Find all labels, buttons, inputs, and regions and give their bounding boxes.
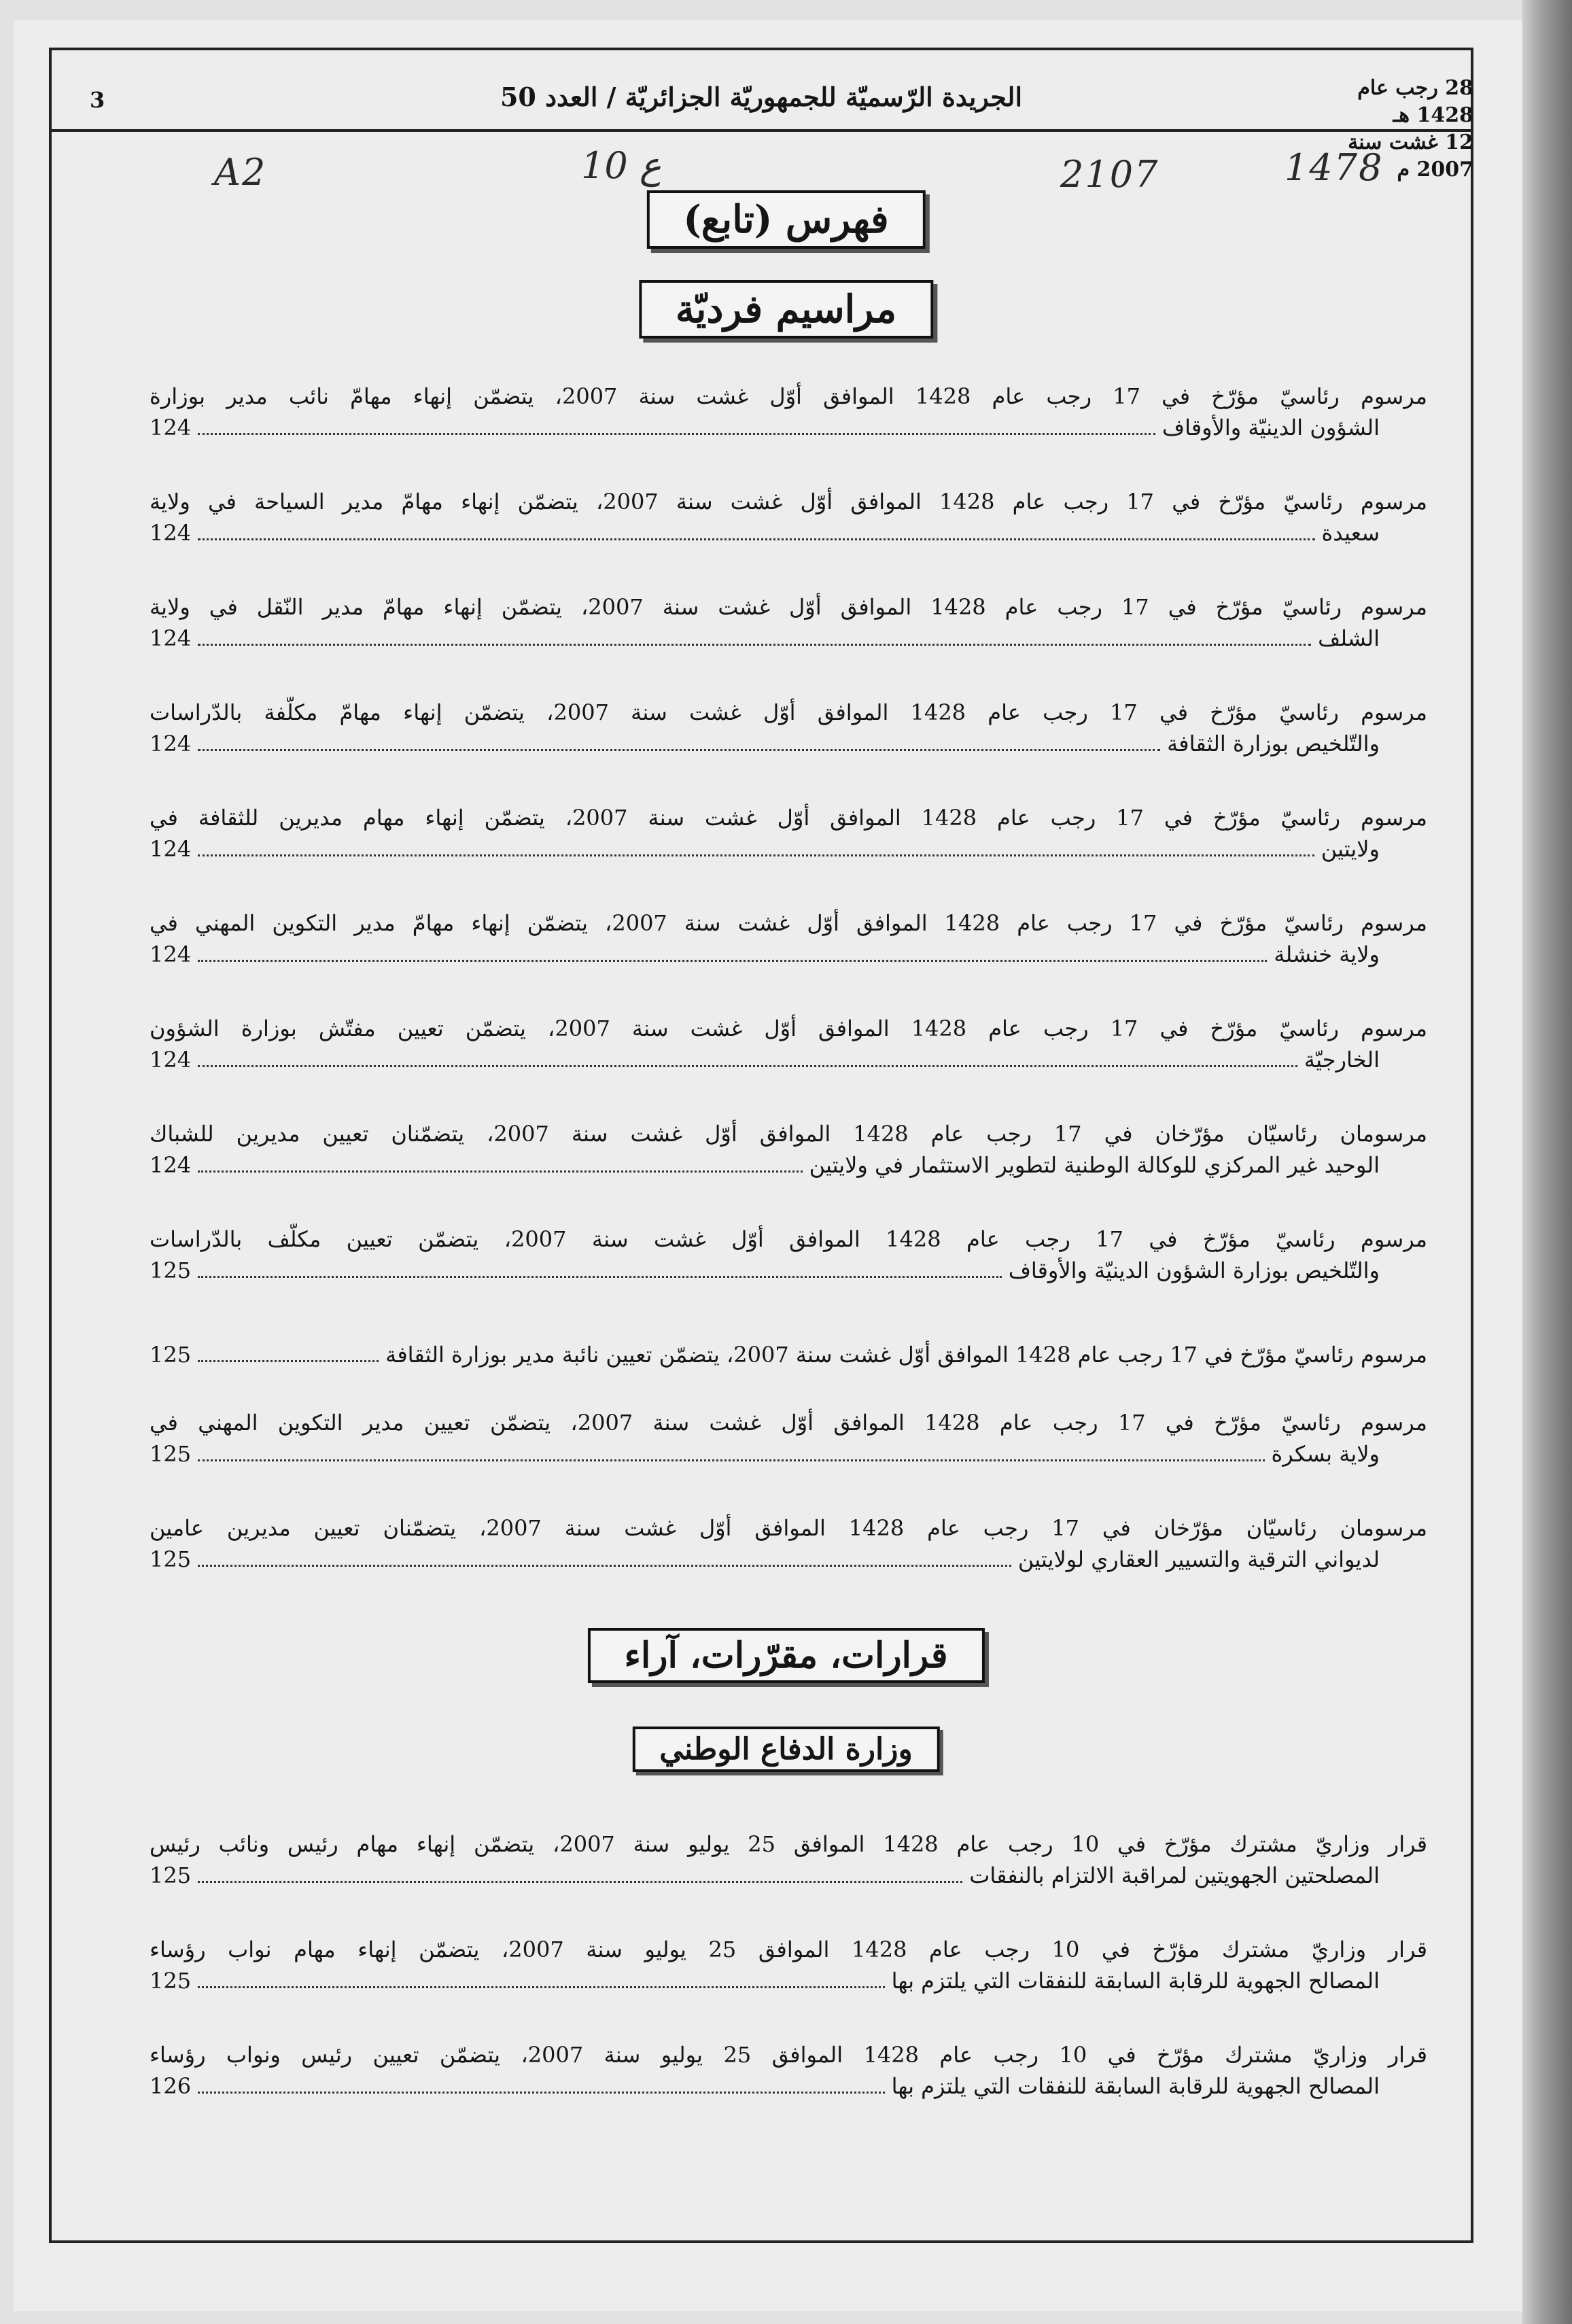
entry-text: مرسوم رئاسيّ مؤرّخ في 17 رجب عام 1428 الموافق أوّل غشت سنة 2007، يتضمّن إنهاء مهامّ مدير النّقل في ولاية [150, 594, 1427, 620]
entry-continuation: والتّلخيص بوزارة الثقافة [1167, 731, 1380, 757]
toc-entry[interactable] [150, 1407, 1427, 1470]
dot-leader [198, 1459, 1264, 1461]
dot-leader [198, 854, 1314, 856]
individual-decrees-title: مراسيم فرديّة [639, 280, 933, 339]
toc-entry[interactable] [150, 591, 1427, 654]
toc-entry[interactable] [150, 381, 1427, 443]
toc-entry[interactable] [150, 1512, 1427, 1575]
toc-entry[interactable] [150, 1339, 1427, 1370]
handwritten-mark: A2 [214, 151, 267, 194]
entry-page: 125 [150, 1546, 192, 1572]
entry-page: 124 [150, 731, 192, 757]
entry-page: 124 [150, 836, 192, 862]
dot-leader [198, 960, 1267, 962]
entry-page: 126 [150, 2073, 192, 2099]
entry-continuation: الشلف [1318, 625, 1380, 651]
handwritten-mark: 2107 [1060, 153, 1159, 196]
toc-entry[interactable] [150, 2039, 1427, 2102]
entry-continuation: المصالح الجهوية للرقابة السابقة للنفقات التي يلتزم بها [891, 2073, 1380, 2099]
entry-page: 124 [150, 625, 192, 651]
dot-leader [198, 749, 1160, 751]
entry-text: مرسوم رئاسيّ مؤرّخ في 17 رجب عام 1428 الموافق أوّل غشت سنة 2007، يتضمّن تعيين مفتّش بوزارة الشؤون [150, 1016, 1427, 1041]
toc-entry[interactable] [150, 486, 1427, 549]
entry-text: قرار وزاريّ مشترك مؤرّخ في 10 رجب عام 1428 الموافق 25 يوليو سنة 2007، يتضمّن إنهاء مهام نواب رؤساء [150, 1937, 1427, 1962]
entry-continuation: الخارجيّة [1304, 1047, 1380, 1073]
page-edge-shadow [1522, 0, 1572, 2324]
toc-entry[interactable] [150, 1934, 1427, 1996]
index-continued-title: فهرس (تابع) [646, 190, 925, 249]
page-number: 3 [90, 87, 105, 113]
toc-entry[interactable] [150, 1118, 1427, 1181]
entry-text: مرسوم رئاسيّ مؤرّخ في 17 رجب عام 1428 الموافق أوّل غشت سنة 2007، يتضمّن تعيين مدير التكوين المهني في [150, 1410, 1427, 1436]
dot-leader [198, 1276, 1002, 1278]
toc-entry[interactable] [150, 1013, 1427, 1075]
toc-entry[interactable] [150, 1828, 1427, 1891]
dot-leader [198, 1986, 884, 1988]
entry-continuation: المصلحتين الجهويتين لمراقبة الالتزام بالنفقات [969, 1862, 1380, 1888]
entry-continuation: الشؤون الدينيّة والأوقاف [1161, 415, 1380, 440]
entry-text: مرسوم رئاسيّ مؤرّخ في 17 رجب عام 1428 الموافق أوّل غشت سنة 2007، يتضمّن إنهاء مهامّ مكلّفة بالدّراسات [150, 699, 1427, 725]
entry-continuation: ولايتين [1321, 836, 1380, 862]
decisions-title: قرارات، مقرّرات، آراء [587, 1628, 984, 1683]
dot-leader [198, 1881, 962, 1883]
entry-text: مرسوم رئاسيّ مؤرّخ في 17 رجب عام 1428 الموافق أوّل غشت سنة 2007، يتضمّن إنهاء مهامّ نائب مدير بوزارة [150, 383, 1427, 409]
entry-text: مرسوم رئاسيّ مؤرّخ في 17 رجب عام 1428 الموافق أوّل غشت سنة 2007، يتضمّن إنهاء مهام مديرين للثقافة في [150, 805, 1427, 831]
toc-entry[interactable] [150, 697, 1427, 759]
entry-text: قرار وزاريّ مشترك مؤرّخ في 10 رجب عام 1428 الموافق 25 يوليو سنة 2007، يتضمّن إنهاء مهام رئيس ونائب رئيس [150, 1831, 1427, 1857]
entry-text: مرسومان رئاسيّان مؤرّخان في 17 رجب عام 1428 الموافق أوّل غشت سنة 2007، يتضمّنان تعيين مديرين للشباك [150, 1121, 1427, 1147]
entry-text: مرسوم رئاسيّ مؤرّخ في 17 رجب عام 1428 الموافق أوّل غشت سنة 2007، يتضمّن تعيين نائبة مدير بوزارة الثقافة [385, 1342, 1427, 1368]
entry-page: 124 [150, 1152, 192, 1178]
dot-leader [198, 1170, 803, 1173]
entry-text: مرسوم رئاسيّ مؤرّخ في 17 رجب عام 1428 الموافق أوّل غشت سنة 2007، يتضمّن تعيين مكلّف بالدّراسات [150, 1226, 1427, 1252]
header-rule [49, 129, 1473, 132]
entry-page: 125 [150, 1441, 192, 1467]
dot-leader [198, 644, 1311, 646]
toc-entry[interactable] [150, 802, 1427, 865]
entry-page: 124 [150, 1047, 192, 1073]
toc-entry[interactable] [150, 1224, 1427, 1286]
entry-page: 125 [150, 1258, 192, 1283]
dot-leader [198, 1565, 1011, 1567]
entry-text: مرسوم رئاسيّ مؤرّخ في 17 رجب عام 1428 الموافق أوّل غشت سنة 2007، يتضمّن إنهاء مهامّ مدير السياحة في ولاية [150, 489, 1427, 515]
entry-continuation: والتّلخيص بوزارة الشؤون الدينيّة والأوقاف [1008, 1258, 1380, 1283]
hijri-date: 28 رجب عام 1428 هـ [1357, 76, 1473, 127]
entry-continuation: ولاية بسكرة [1271, 1441, 1380, 1467]
dot-leader [198, 2092, 884, 2094]
entry-continuation: ولاية خنشلة [1274, 941, 1380, 967]
entry-page: 125 [150, 1968, 192, 1994]
entry-continuation: المصالح الجهوية للرقابة السابقة للنفقات التي يلتزم بها [891, 1968, 1380, 1994]
entry-continuation: لديواني الترقية والتسيير العقاري لولايتين [1017, 1546, 1380, 1572]
dot-leader [198, 1360, 379, 1362]
entry-text: قرار وزاريّ مشترك مؤرّخ في 10 رجب عام 1428 الموافق 25 يوليو سنة 2007، يتضمّن تعيين رئيس ونواب رؤساء [150, 2042, 1427, 2068]
handwritten-mark: ع 10 [581, 144, 662, 187]
ministry-title: وزارة الدفاع الوطني [632, 1727, 939, 1772]
dot-leader [198, 433, 1155, 435]
gazette-title: الجريدة الرّسميّة للجمهوريّة الجزائريّة / العدد 50 [500, 82, 1023, 112]
entry-text: مرسومان رئاسيّان مؤرّخان في 17 رجب عام 1428 الموافق أوّل غشت سنة 2007، يتضمّنان تعيين مديرين عامين [150, 1515, 1427, 1541]
entry-text: مرسوم رئاسيّ مؤرّخ في 17 رجب عام 1428 الموافق أوّل غشت سنة 2007، يتضمّن إنهاء مهامّ مدير التكوين المهني في [150, 910, 1427, 936]
handwritten-mark: 1478 [1285, 146, 1384, 189]
entry-page: 124 [150, 941, 192, 967]
dot-leader [198, 1065, 1297, 1067]
dot-leader [198, 538, 1314, 540]
entry-page: 125 [150, 1342, 192, 1368]
entry-continuation: الوحيد غير المركزي للوكالة الوطنية لتطوير الاستثمار في ولايتين [809, 1152, 1380, 1178]
entry-continuation: سعيدة [1321, 520, 1380, 546]
toc-entry[interactable] [150, 907, 1427, 970]
entry-page: 124 [150, 520, 192, 546]
gregorian-date: 12 غشت سنة 2007 م [1348, 131, 1473, 181]
entry-page: 124 [150, 415, 192, 440]
entry-page: 125 [150, 1862, 192, 1888]
